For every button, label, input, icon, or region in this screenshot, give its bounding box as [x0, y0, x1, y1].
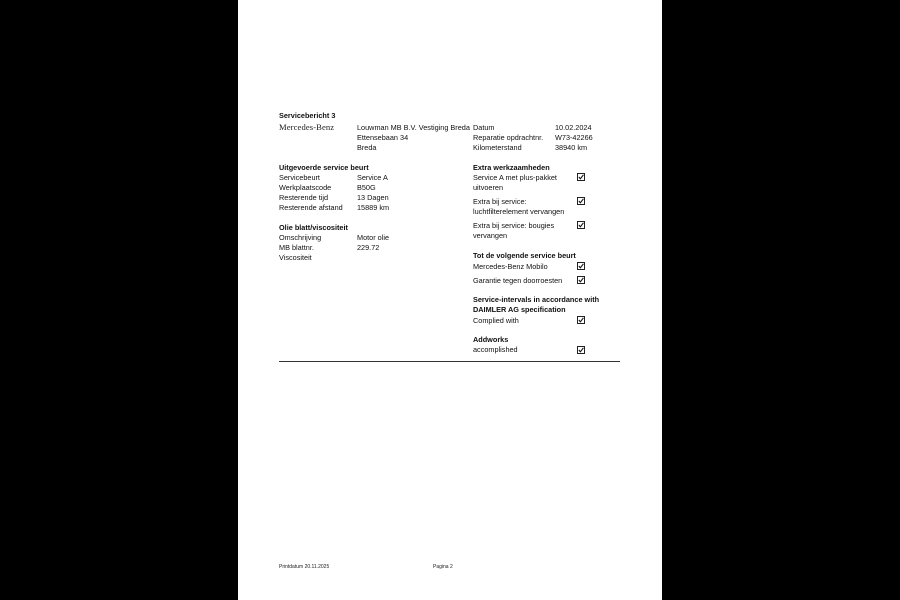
- extra-item-line1: Extra bij service:: [473, 197, 527, 206]
- checkbox-checked[interactable]: [577, 346, 585, 354]
- meta-label-order: Reparatie opdrachtnr.: [473, 133, 544, 142]
- service-value: Service A: [357, 173, 388, 182]
- service-label: Servicebeurt: [279, 173, 320, 182]
- oil-value: Motor olie: [357, 233, 390, 242]
- extra-item-line2: luchtfilterelement vervangen: [473, 207, 565, 216]
- meta-value-mileage: 38940 km: [555, 143, 588, 152]
- service-value: 15889 km: [357, 203, 390, 212]
- section-divider: [279, 361, 620, 362]
- service-value: 13 Dagen: [357, 193, 389, 202]
- checkbox-checked[interactable]: [577, 173, 585, 181]
- checkbox-checked[interactable]: [577, 197, 585, 205]
- oil-heading: Olie blatt/viscositeit: [279, 223, 348, 232]
- extra-item-line1: Service A met plus-pakket: [473, 173, 557, 182]
- meta-value-order: W73-42266: [555, 133, 593, 142]
- oil-label: MB blattnr.: [279, 243, 314, 252]
- footer-printdate: Printdatum 20.11.2025: [279, 564, 330, 570]
- service-label: Resterende afstand: [279, 203, 343, 212]
- check-icon: [578, 222, 584, 228]
- intervals-item-label: Complied with: [473, 316, 519, 325]
- check-icon: [578, 277, 584, 283]
- checkbox-checked[interactable]: [577, 221, 585, 229]
- checkbox-checked[interactable]: [577, 316, 585, 324]
- extra-heading: Extra werkzaamheden: [473, 163, 550, 172]
- extra-item-line2: uitvoeren: [473, 183, 504, 192]
- meta-label-date: Datum: [473, 123, 495, 132]
- service-value: B50G: [357, 183, 376, 192]
- service-heading: Uitgevoerde service beurt: [279, 163, 369, 172]
- addworks-item-label: accomplished: [473, 345, 518, 354]
- checkbox-checked[interactable]: [577, 262, 585, 270]
- check-icon: [578, 174, 584, 180]
- intervals-heading-line2: DAIMLER AG specification: [473, 305, 566, 314]
- dealer-address: Ettensebaan 34: [357, 133, 409, 142]
- check-icon: [578, 347, 584, 353]
- dealer-city: Breda: [357, 143, 377, 152]
- report-title: Servicebericht 3: [279, 111, 336, 120]
- dealer-name: Louwman MB B.V. Vestiging Breda: [357, 123, 470, 132]
- service-label: Werkplaatscode: [279, 183, 332, 192]
- checkbox-checked[interactable]: [577, 276, 585, 284]
- next-item-label: Mercedes-Benz Mobilo: [473, 262, 548, 271]
- addworks-heading: Addworks: [473, 335, 509, 344]
- oil-label: Viscositeit: [279, 253, 312, 262]
- service-label: Resterende tijd: [279, 193, 329, 202]
- oil-label: Omschrijving: [279, 233, 322, 242]
- footer-page-number: Pagina 2: [433, 564, 453, 570]
- next-item-label: Garantie tegen doorroesten: [473, 276, 563, 285]
- extra-item-line1: Extra bij service: bougies: [473, 221, 555, 230]
- document-page: [238, 0, 662, 600]
- extra-item-line2: vervangen: [473, 231, 508, 240]
- brand-logo-text: Mercedes-Benz: [279, 122, 335, 132]
- intervals-heading-line1: Service-intervals in accordance with: [473, 295, 600, 304]
- oil-value: 229.72: [357, 243, 380, 252]
- check-icon: [578, 317, 584, 323]
- meta-label-mileage: Kilometerstand: [473, 143, 522, 152]
- meta-value-date: 10.02.2024: [555, 123, 592, 132]
- check-icon: [578, 263, 584, 269]
- next-heading: Tot de volgende service beurt: [473, 251, 576, 260]
- check-icon: [578, 198, 584, 204]
